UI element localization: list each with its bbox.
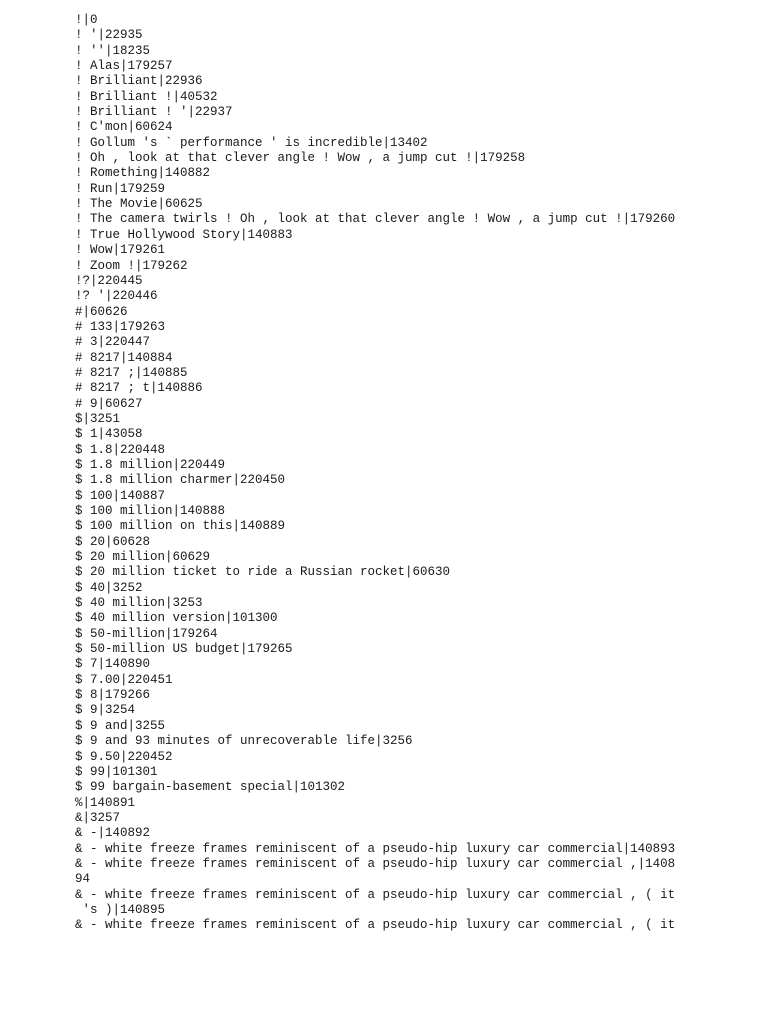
listing-line: ! Brilliant|22936 <box>75 74 203 89</box>
listing-line: 94 <box>75 872 91 887</box>
listing-line: $ 20|60628 <box>75 534 151 549</box>
listing-line: ! Gollum 's ` performance ' is incredible|13402 <box>75 135 428 150</box>
listing-line: $ 1.8|220448 <box>75 442 166 457</box>
listing-line: & - white freeze frames reminiscent of a pseudo-hip luxury car commercial , ( it <box>75 887 676 902</box>
listing-line: ! Zoom !|179262 <box>75 258 188 273</box>
listing-line: $ 20 million ticket to ride a Russian rocket|60630 <box>75 565 451 580</box>
listing-line: $ 9.50|220452 <box>75 749 173 764</box>
listing-line: $ 50-million|179264 <box>75 626 218 641</box>
listing-line: $ 1.8 million charmer|220450 <box>75 473 286 488</box>
listing-line: &|3257 <box>75 810 121 825</box>
listing-line: $ 9 and|3255 <box>75 718 166 733</box>
listing-line: ! ''|18235 <box>75 43 151 58</box>
listing-line: & - white freeze frames reminiscent of a pseudo-hip luxury car commercial ,|1408 <box>75 856 676 871</box>
listing-line: $ 9 and 93 minutes of unrecoverable life|3256 <box>75 734 413 749</box>
listing-line: ! Brilliant !|40532 <box>75 89 218 104</box>
listing-line: ! Run|179259 <box>75 181 166 196</box>
listing-line: # 8217 ;|140885 <box>75 365 188 380</box>
listing-line: $ 40 million|3253 <box>75 596 203 611</box>
listing-line: $ 1|43058 <box>75 427 143 442</box>
listing-line: $ 40|3252 <box>75 580 143 595</box>
listing-line: ! Oh , look at that clever angle ! Wow , a jump cut !|179258 <box>75 151 526 166</box>
listing-line: ! The Movie|60625 <box>75 197 203 212</box>
listing-line: ! Romething|140882 <box>75 166 211 181</box>
listing-line: $ 100 million|140888 <box>75 504 226 518</box>
listing-line: $ 8|179266 <box>75 688 151 703</box>
listing-line: ! Brilliant ! '|22937 <box>75 105 233 120</box>
listing-line: !? '|220446 <box>75 289 158 304</box>
listing-line: $ 50-million US budget|179265 <box>75 642 293 657</box>
listing-line: ! True Hollywood Story|140883 <box>75 227 293 242</box>
listing-line: ! C'mon|60624 <box>75 120 173 135</box>
listing-line: # 9|60627 <box>75 396 143 411</box>
listing-line: ! The camera twirls ! Oh , look at that clever angle ! Wow , a jump cut !|179260 <box>75 212 676 227</box>
listing-line: # 8217 ; t|140886 <box>75 381 203 396</box>
listing-line: $ 20 million|60629 <box>75 550 211 565</box>
listing-line: ! '|22935 <box>75 28 143 43</box>
listing-line: $ 99 bargain-basement special|101302 <box>75 780 346 795</box>
listing-line: 's )|140895 <box>75 902 166 917</box>
listing-line: $ 7.00|220451 <box>75 672 173 687</box>
listing-line: $ 7|140890 <box>75 657 151 672</box>
dictionary-listing <box>75 13 685 934</box>
listing-line: # 3|220447 <box>75 335 151 350</box>
listing-line: $ 99|101301 <box>75 764 158 779</box>
listing-line: $ 1.8 million|220449 <box>75 457 226 472</box>
listing-line: $ 100|140887 <box>75 488 166 503</box>
listing-line: # 8217|140884 <box>75 350 173 365</box>
listing-line: $ 9|3254 <box>75 703 136 718</box>
listing-line: & - white freeze frames reminiscent of a pseudo-hip luxury car commercial , ( it <box>75 918 676 933</box>
listing-line: !?|220445 <box>75 273 143 288</box>
listing-line: $ 100 million on this|140889 <box>75 519 286 534</box>
listing-line: !|0 <box>75 13 98 27</box>
listing-line: %|140891 <box>75 795 136 810</box>
listing-line: #|60626 <box>75 304 128 319</box>
listing-line: ! Wow|179261 <box>75 243 166 258</box>
listing-line: & - white freeze frames reminiscent of a pseudo-hip luxury car commercial|140893 <box>75 841 676 856</box>
listing-line: $ 40 million version|101300 <box>75 611 278 626</box>
listing-line: $|3251 <box>75 411 121 426</box>
listing-line: # 133|179263 <box>75 319 166 334</box>
listing-line: ! Alas|179257 <box>75 59 173 74</box>
listing-line: & -|140892 <box>75 826 151 841</box>
